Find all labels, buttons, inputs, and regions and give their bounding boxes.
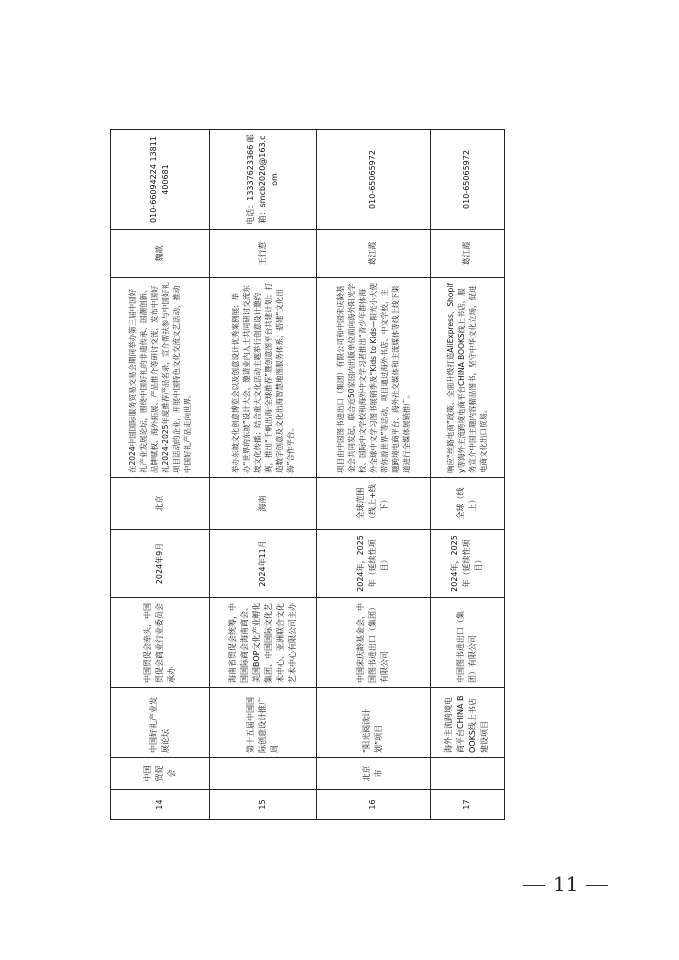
region-cell: 中国贸促会 [111, 758, 210, 790]
table-row [111, 130, 210, 820]
contact-info: 010-65065972 [316, 130, 430, 230]
project-table [110, 129, 505, 820]
region-cell: 北京市 [316, 758, 430, 790]
time: 2024年11月 [209, 530, 316, 598]
contact-person: 葛江霞 [316, 230, 430, 278]
region-cell [209, 758, 316, 790]
description: 响应“丝路电商”政策，全面升级打造AliExpress、Shopify等海外主流跨境电商平台CHINA BOOKS线上书店，服务宣介中国主题内容精品图书，坚守中华文化立场，促进电商文化出口贸易。 [430, 278, 505, 478]
place: 海南 [209, 478, 316, 530]
description: 举办东坡文化创意博览会以及创意设计优秀案例展；举办“世界的东坡”设计大会，邀请业内人士共同研讨交流东坡文化传播；结合重大文化活动主题举行创意设计邀约赛，推出“千帆出海·全球推荐”暨创意图平台共建计划；打造数字创意及文化出海智慧地图服务体系，搭建“文化出海”合作平台。 [209, 278, 316, 478]
contact-info: 010-66094224 13811400681 [111, 130, 210, 230]
time: 2024年9月 [111, 530, 210, 598]
table-row [209, 130, 316, 820]
place: 全球范围（线上+线下） [316, 478, 430, 530]
description: 项目由中国图书进出口（集团）有限公司和中国宋庆龄基金会共同发起，联合近50家国内出版单位面向海外阳光学校、国际中文学校和海外中文学习者推出“青少年群体海外全球中文学习图书展销季及“Kids to Kids—阳光小大使带你游世界”等活动，项目通过海外书店、中文学校、主题跨境电商平台、海外社交媒体和主流媒体等线上线下渠道进行全媒体展销推广。 [316, 278, 430, 478]
project-name: 中国好礼产业发展论坛 [111, 688, 210, 758]
time: 2024年，2025年（延续性项目） [430, 530, 505, 598]
rotated-table-wrapper [110, 130, 505, 820]
region-cell [430, 758, 505, 790]
contact-person: 王行惹 [209, 230, 316, 278]
page-number [515, 872, 616, 896]
project-name: 第十五届中国国际创意设计推广周 [209, 688, 316, 758]
row-number: 17 [430, 790, 505, 820]
organizer: 海南省贸促会统筹，中国国际商会海南商会、美国BOP文化产业孵化集团、中国国际文化艺术中心、亚洲联合文化艺术中心有限公司主办 [209, 598, 316, 688]
place: 全球（线上） [430, 478, 505, 530]
table-row [430, 130, 505, 820]
organizer: 中国图书进出口（集团）有限公司 [430, 598, 505, 688]
description: 在2024中国国际服务贸易交易会期间举办第三届中国好礼产业发展论坛，围绕中国好礼的非遗传承、国潮创新、品牌赋权、海外拓展、产品推介等研讨交流，发布中国好礼2024-2025年度推荐产品名录，宣介帮扶参与中国好礼项目活动的企业，开展中国特色文化交流文艺活动，推动中国好礼产品走向世界。 [111, 278, 210, 478]
contact-person: 魏歆 [111, 230, 210, 278]
row-number: 14 [111, 790, 210, 820]
organizer: 中国贸促会牵头，中国贸促会商业行业委员会承办 [111, 598, 210, 688]
contact-info: 010-65065972 [430, 130, 505, 230]
row-number: 16 [316, 790, 430, 820]
contact-person: 葛江霞 [430, 230, 505, 278]
project-name: “阳光阅读计划”项目 [316, 688, 430, 758]
organizer: 中国宋庆龄基金会，中国图书进出口（集团）有限公司 [316, 598, 430, 688]
project-name: 海外主流跨境电商平台CHINA BOOKS线上书店建设项目 [430, 688, 505, 758]
row-number: 15 [209, 790, 316, 820]
table-row [316, 130, 430, 820]
place: 北京 [111, 478, 210, 530]
page-number-text: 11 [553, 872, 579, 896]
contact-info: 电话：13337623366 邮箱：smcb2020@163.com [209, 130, 316, 230]
time: 2024年，2025年（延续性项目） [316, 530, 430, 598]
